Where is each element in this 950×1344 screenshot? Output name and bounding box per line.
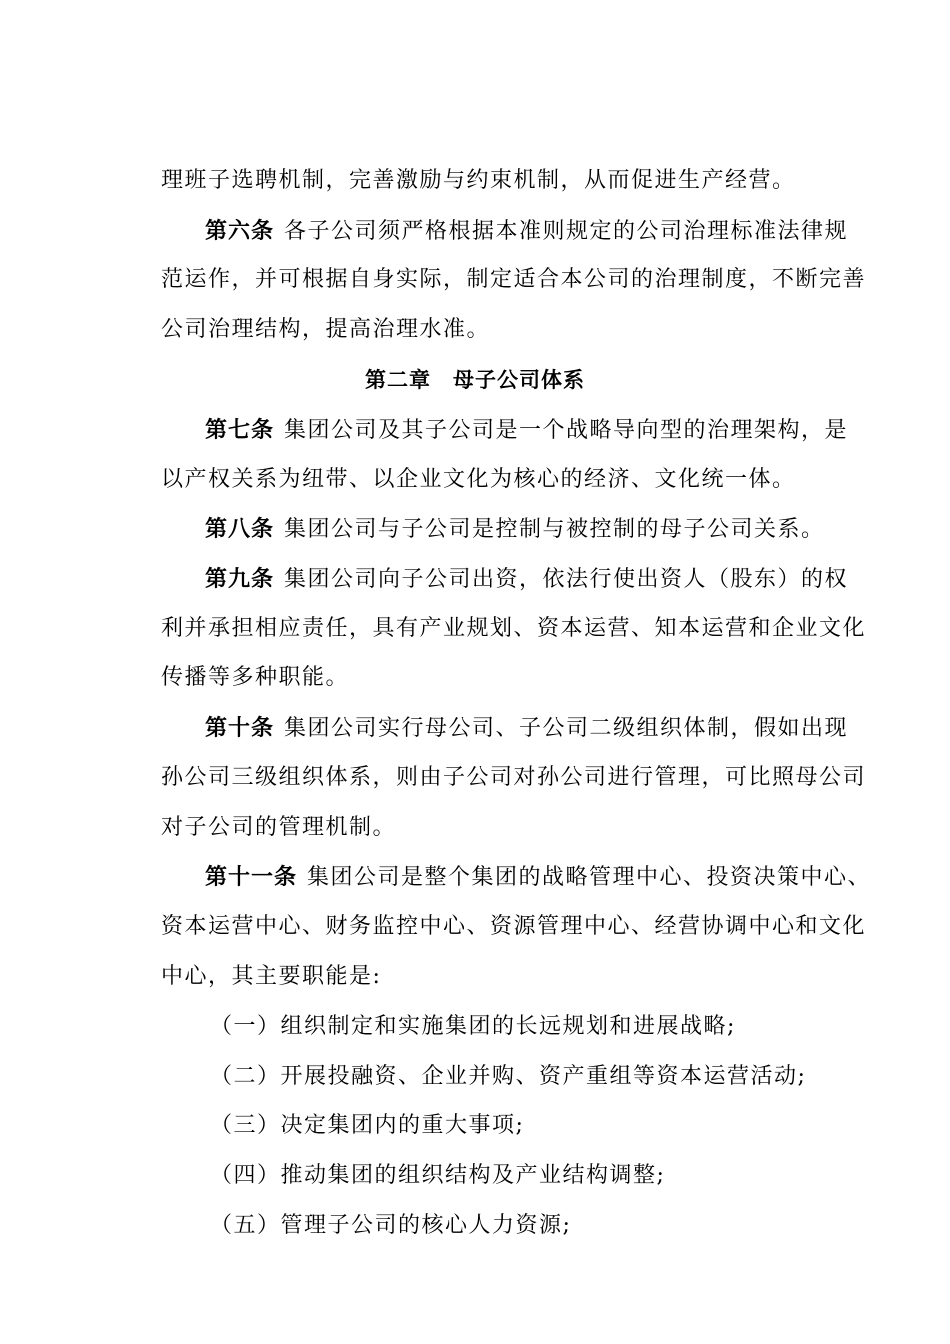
article-10-line-1 xyxy=(205,713,895,744)
article-7-line-1 xyxy=(205,415,895,446)
article-6-label: 第六条 xyxy=(205,218,275,244)
article-8-label: 第八条 xyxy=(205,516,275,542)
article-7-text: 集团公司及其子公司是一个战略导向型的治理架构，是 xyxy=(284,418,849,443)
article-9-line-3 xyxy=(161,663,851,693)
article-6-line-3 xyxy=(161,315,851,345)
article-9-line-1 xyxy=(205,564,895,595)
list-item: （五）管理子公司的核心人力资源; xyxy=(210,1213,572,1238)
article-10-line-3 xyxy=(161,813,851,843)
article-6-text: 范运作，并可根据自身实际，制定适合本公司的治理制度，不断完善 xyxy=(161,267,867,292)
article-11-line-1 xyxy=(205,862,895,893)
article-6-text: 公司治理结构，提高治理水准。 xyxy=(161,317,491,342)
article-7-text: 以产权关系为纽带、以企业文化为核心的经济、文化统一体。 xyxy=(161,467,796,492)
list-item: （一）组织制定和实施集团的长远规划和进展战略; xyxy=(210,1014,736,1039)
paragraph-continuation xyxy=(161,166,851,196)
article-10-line-2 xyxy=(161,763,867,793)
article-11-text: 资本运营中心、财务监控中心、资源管理中心、经营协调中心和文化 xyxy=(161,914,867,939)
chapter-heading: 第二章 母子公司体系 xyxy=(365,367,585,392)
article-9-line-2 xyxy=(161,614,867,644)
article-11-label: 第十一条 xyxy=(205,864,298,890)
article-7-line-2 xyxy=(161,465,851,495)
article-9-text: 利并承担相应责任，具有产业规划、资本运营、知本运营和企业文化 xyxy=(161,616,867,641)
list-item: （四）推动集团的组织结构及产业结构调整; xyxy=(210,1163,666,1188)
article-10-label: 第十条 xyxy=(205,715,275,741)
article-6-line-2 xyxy=(161,265,867,295)
article-8-line-1 xyxy=(205,514,895,545)
article-10-text: 对子公司的管理机制。 xyxy=(161,815,397,840)
article-8-text: 集团公司与子公司是控制与被控制的母子公司关系。 xyxy=(284,517,825,542)
article-11-line-3 xyxy=(161,962,851,992)
article-10-text: 集团公司实行母公司、子公司二级组织体制，假如出现 xyxy=(284,716,849,741)
article-9-text: 集团公司向子公司出资，依法行使出资人（股东）的权 xyxy=(284,567,849,592)
article-6-line-1 xyxy=(205,216,895,247)
article-11-text: 集团公司是整个集团的战略管理中心、投资决策中心、 xyxy=(307,865,872,890)
article-11-line-2 xyxy=(161,912,867,942)
article-10-text: 孙公司三级组织体系，则由子公司对孙公司进行管理，可比照母公司 xyxy=(161,765,867,790)
article-7-label: 第七条 xyxy=(205,417,275,443)
article-9-label: 第九条 xyxy=(205,566,275,592)
article-9-text: 传播等多种职能。 xyxy=(161,665,350,690)
list-item: （三）决定集团内的重大事项; xyxy=(210,1113,525,1138)
article-6-text: 各子公司须严格根据本准则规定的公司治理标准法律规 xyxy=(284,219,849,244)
list-item: （二）开展投融资、企业并购、资产重组等资本运营活动; xyxy=(210,1064,807,1089)
article-11-text: 中心，其主要职能是: xyxy=(161,964,382,989)
paragraph-text: 理班子选聘机制，完善激励与约束机制，从而促进生产经营。 xyxy=(161,168,796,193)
